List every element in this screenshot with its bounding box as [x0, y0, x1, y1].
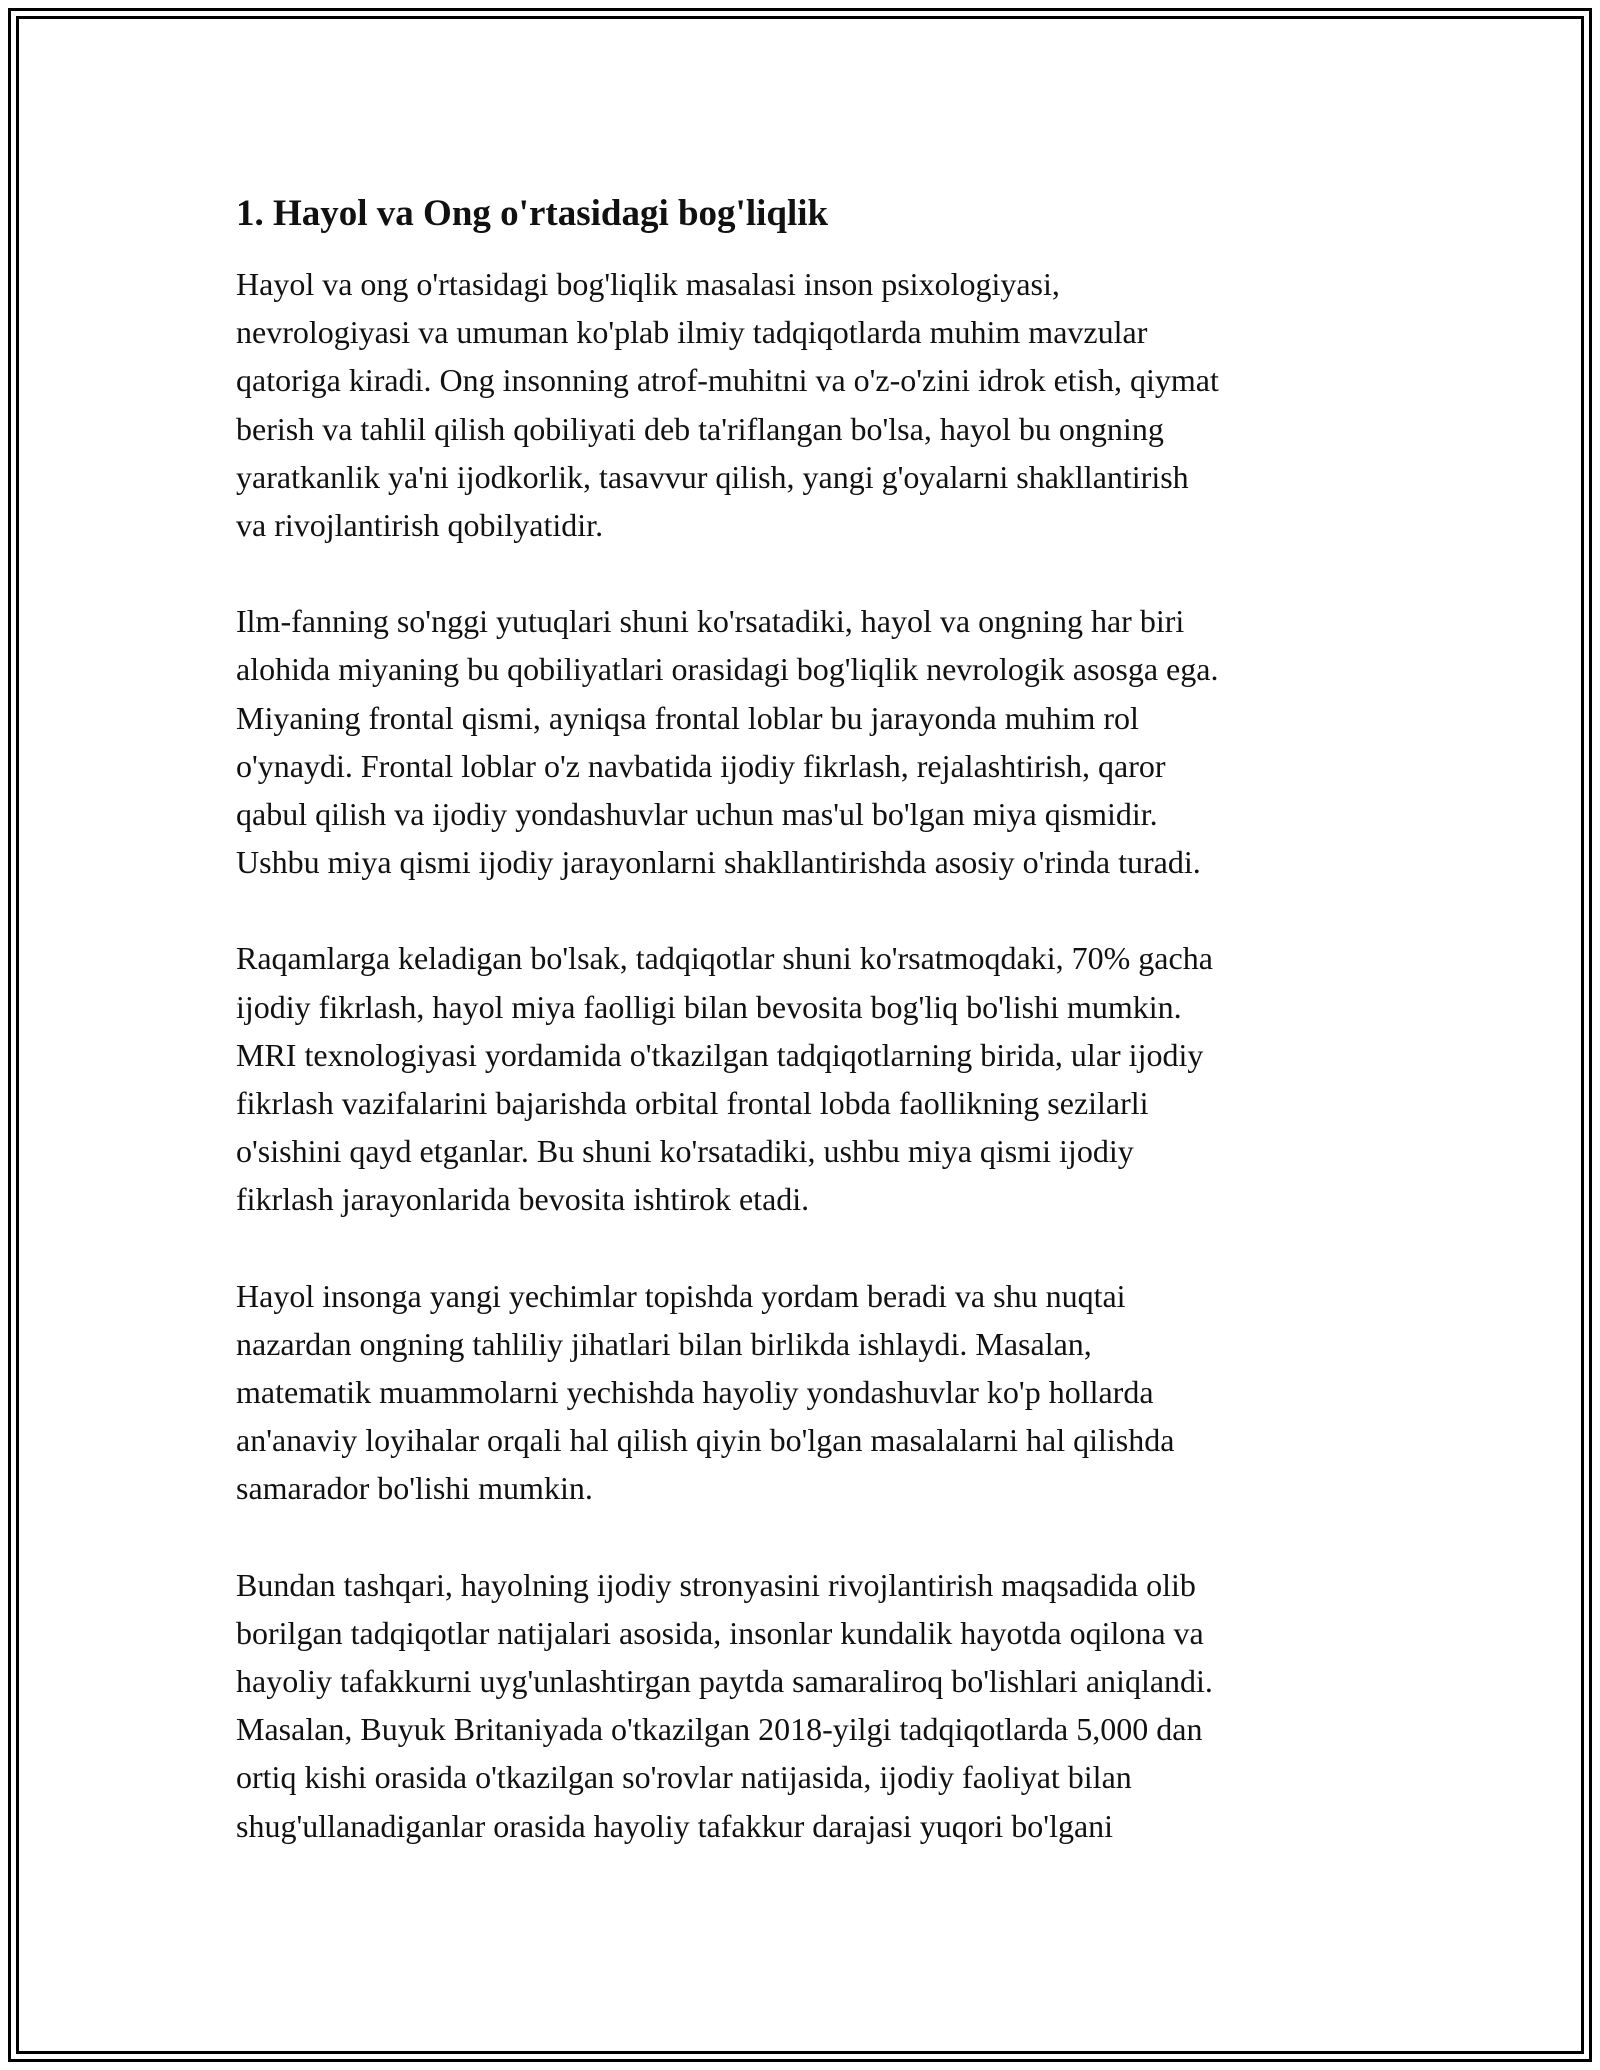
paragraph-5: Bundan tashqari, hayolning ijodiy stronyasini rivojlantirish maqsadida olib borilgan tadqiqotlar natijalari asosida, insonlar kundalik hayotda oqilona va hayoliy tafakkurni uyg'unlashtirgan paytda samaraliroq bo'lishlari aniqlandi. Masalan, Buyuk Britaniyada o'tkazilgan 2018-yilgi tadqiqotlarda 5,000 dan ortiq kishi orasida o'tkazilgan so'rovlar natijasida, ijodiy faoliyat bilan shug'ullanadiganlar orasida hayoliy tafakkur darajasi yuqori bo'lgani [236, 1566, 1213, 1844]
paragraph-2: Ilm-fanning so'nggi yutuqlari shuni ko'rsatadiki, hayol va ongning har biri alohida miyaning bu qobiliyatlari orasidagi bog'liqlik nevrologik asosga ega. Miyaning frontal qismi, ayniqsa frontal loblar bu jarayonda muhim rol o'ynaydi. Frontal loblar o'z navbatida ijodiy fikrlash, rejalashtirish, qaror qabul qilish va ijodiy yondashuvlar uchun mas'ul bo'lgan miya qismidir. Ushbu miya qismi ijodiy jarayonlarni shakllantirishda asosiy o'rinda turadi. [236, 603, 1219, 881]
paragraph-4: Hayol insonga yangi yechimlar topishda yordam beradi va shu nuqtai nazardan ongning tahliliy jihatlari bilan birlikda ishlaydi. Masalan, matematik muammolarni yechishda hayoliy yondashuvlar ko'p hollarda an'anaviy loyihalar orqali hal qilish qiyin bo'lgan masalalarni hal qilishda samarador bo'lishi mumkin. [236, 1277, 1175, 1507]
document-body [236, 188, 1371, 1898]
paragraph-3: Raqamlarga keladigan bo'lsak, tadqiqotlar shuni ko'rsatmoqdaki, 70% gacha ijodiy fikrlash, hayol miya faolligi bilan bevosita bog'liq bo'lishi mumkin. MRI texnologiyasi yordamida o'tkazilgan tadqiqotlarning birida, ular ijodiy fikrlash vazifalarini bajarishda orbital frontal lobda faollikning sezilarli o'sishini qayd etganlar. Bu shuni ko'rsatadiki, ushbu miya qismi ijodiy fikrlash jarayonlarida bevosita ishtirok etadi. [236, 940, 1213, 1218]
paragraph-1: Hayol va ong o'rtasidagi bog'liqlik masalasi inson psixologiyasi, nevrologiyasi va umuman ko'plab ilmiy tadqiqotlarda muhim mavzular qatoriga kiradi. Ong insonning atrof-muhitni va o'z-o'zini idrok etish, qiymat berish va tahlil qilish qobiliyati deb ta'riflangan bo'lsa, hayol bu ongning yaratkanlik ya'ni ijodkorlik, tasavvur qilish, yangi g'oyalarni shakllantirish va rivojlantirish qobilyatidir. [236, 266, 1219, 544]
section-heading: 1. Hayol va Ong o'rtasidagi bog'liqlik [236, 193, 829, 234]
